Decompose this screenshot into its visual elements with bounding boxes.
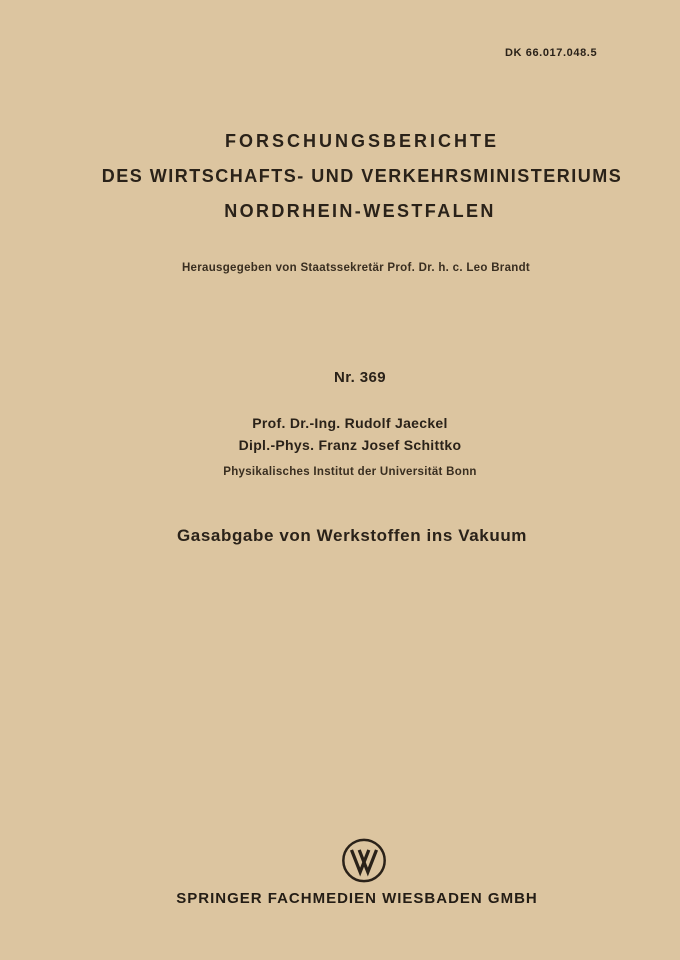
book-title: Gasabgabe von Werkstoffen ins Vakuum <box>176 526 528 545</box>
institute-line: Physikalisches Institut der Universität Bonn <box>223 466 477 478</box>
author-name: Prof. Dr.-Ing. Rudolf Jaeckel <box>252 415 448 431</box>
series-title-line-2: DES WIRTSCHAFTS- UND VERKEHRSMINISTERIUMS <box>101 166 623 186</box>
editor-line: Herausgegeben von Staatssekretär Prof. Dr. h. c. Leo Brandt <box>181 262 531 274</box>
author-name: Dipl.-Phys. Franz Josef Schittko <box>238 437 462 453</box>
publisher-logo-w-icon <box>339 836 389 885</box>
issue-number: Nr. 369 <box>333 369 386 386</box>
publisher-logo <box>339 836 389 885</box>
dk-classification-number: DK 66.017.048.5 <box>505 47 598 59</box>
publisher-name: SPRINGER FACHMEDIEN WIESBADEN GMBH <box>176 890 538 907</box>
series-title-line-1: FORSCHUNGSBERICHTE <box>224 131 499 151</box>
series-title-line-3: NORDRHEIN-WESTFALEN <box>224 201 496 221</box>
